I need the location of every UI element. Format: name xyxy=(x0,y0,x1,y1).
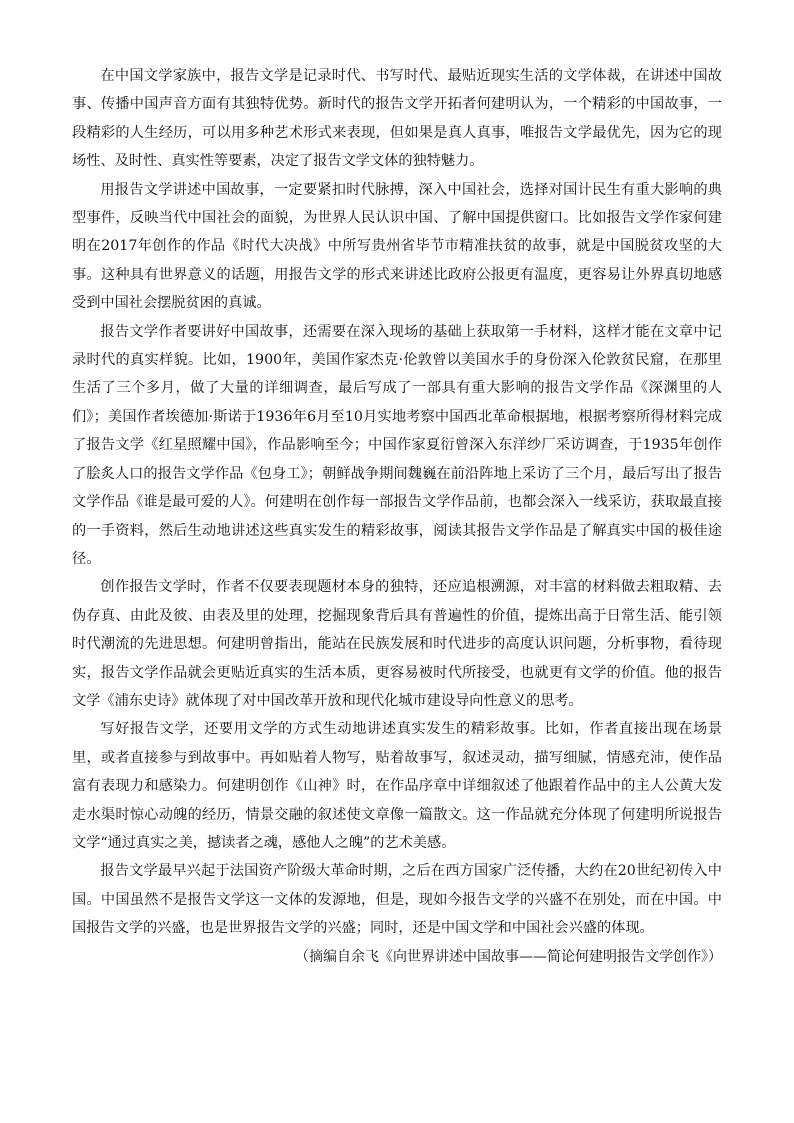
paragraph-3: 报告文学作者要讲好中国故事，还需要在深入现场的基础上获取第一手材料，这样才能在文章中记录时代的真实样貌。比如，1900年，美国作家杰克·伦敦曾以美国水手的身份深入伦敦贫民窟，在那里生活了三个多月，做了大量的详细调查，最后写成了一部具有重大影响的报告文学作品《深渊里的人们》；美国作者埃德加·斯诺于1936年6月至10月实地考察中国西北革命根据地，根据考察所得材料完成了报告文学《红星照耀中国》，作品影响至今；中国作家夏衍曾深入东洋纱厂采访调查，于1935年创作了脍炙人口的报告文学作品《包身工》；朝鲜战争期间魏巍在前沿阵地上采访了三个月，最后写出了报告文学作品《谁是最可爱的人》。何建明在创作每一部报告文学作品前，也都会深入一线采访，获取最直接的一手资料，然后生动地讲述这些真实发生的精彩故事，阅读其报告文学作品是了解真实中国的极佳途径。 xyxy=(72,323,722,567)
paragraph-1: 在中国文学家族中，报告文学是记录时代、书写时代、最贴近现实生活的文学体裁，在讲述中国故事、传播中国声音方面有其独特优势。新时代的报告文学开拓者何建明认为，一个精彩的中国故事，一段精彩的人生经历，可以用多种艺术形式来表现，但如果是真人真事，唯报告文学最优先，因为它的现场性、及时性、真实性等要素，决定了报告文学文体的独特魅力。 xyxy=(72,68,722,170)
paragraph-6: 报告文学最早兴起于法国资产阶级大革命时期，之后在西方国家广泛传播，大约在20世纪初传入中国。中国虽然不是报告文学这一文体的发源地，但是，现如今报告文学的兴盛不在别处，而在中国。中国报告文学的兴盛，也是世界报告文学的兴盛；同时，还是中国文学和中国社会兴盛的体现。 xyxy=(72,863,722,937)
paragraph-2: 用报告文学讲述中国故事，一定要紧扣时代脉搏，深入中国社会，选择对国计民生有重大影响的典型事件，反映当代中国社会的面貌，为世界人民认识中国、了解中国提供窗口。比如报告文学作家何建明在2017年创作的作品《时代大决战》中所写贵州省毕节市精准扶贫的故事，就是中国脱贫攻坚的大事。这种具有世界意义的话题，用报告文学的形式来讲述比政府公报更有温度，更容易让外界真切地感受到中国社会摆脱贫困的真诚。 xyxy=(72,181,722,312)
paragraph-5: 写好报告文学，还要用文学的方式生动地讲述真实发生的精彩故事。比如，作者直接出现在场景里，或者直接参与到故事中。再如贴着人物写，贴着故事写，叙述灵动，描写细腻，情感充沛，使作品富有表现力和感染力。何建明创作《山神》时，在作品序章中详细叙述了他跟着作品中的主人公黄大发走水渠时惊心动魄的经历，情景交融的叙述使文章像一篇散文。这一作品就充分体现了何建明所说报告文学“通过真实之美，撼读者之魂，感他人之魄”的艺术美感。 xyxy=(72,721,722,851)
paragraph-4: 创作报告文学时，作者不仅要表现题材本身的独特，还应追根溯源，对丰富的材料做去粗取精、去伪存真、由此及彼、由表及里的处理，挖掘现象背后具有普遍性的价值，提炼出高于日常生活、能引领时代潮流的先进思想。何建明曾指出，能站在民族发展和时代进步的高度认识问题，分析事物，看待现实，报告文学作品就会更贴近真实的生活本质，更容易被时代所接受，也就更有文学的价值。他的报告文学《浦东史诗》就体现了对中国改革开放和现代化城市建设导向性意义的思考。 xyxy=(72,579,722,709)
source-citation: （摘编自余飞《向世界讲述中国故事——简论何建明报告文学创作》） xyxy=(295,948,722,965)
article xyxy=(72,62,722,971)
